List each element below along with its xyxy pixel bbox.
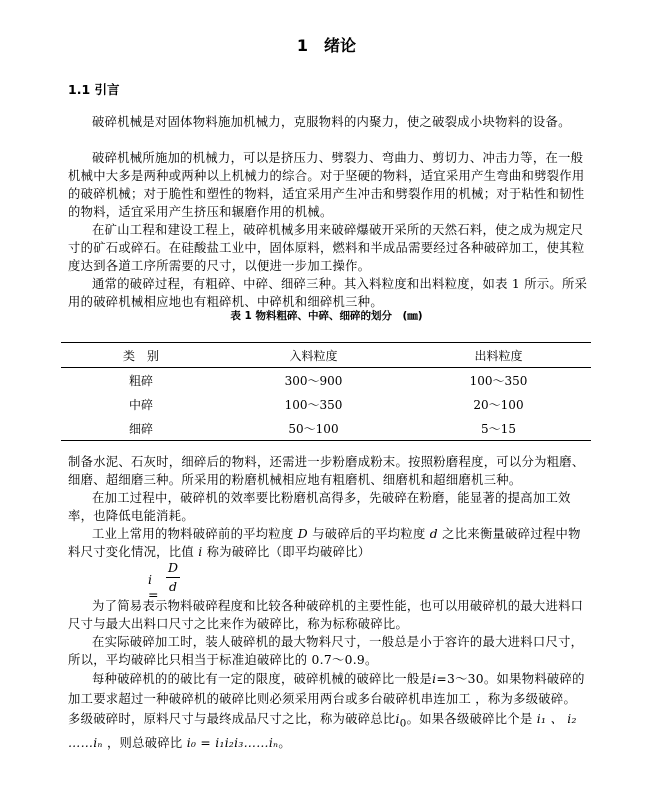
table-row [61, 416, 591, 441]
paragraph-multistage: 每种破碎机的的破比有一定的限度，破碎机械的破碎比一般是i=3～30。如果物料破碎的加工要求超过一种破碎机的破碎比则必须采用两台或多台破碎机串连加工 ，称为多级破碎。多级破碎时，原料尺寸与最终成品尺寸之比，称为破碎总比$i_0$。如果各级破碎比个是 i₁ 、 i₂ ……iₙ ，则总破碎比 i₀ = i₁i₂i₃……iₙ。 [68, 672, 585, 751]
paragraph-efficiency: 在加工过程中，破碎机的效率要比粉磨机高得多，先破碎在粉磨，能显著的提高加工效率，也降低电能消耗。 [68, 491, 571, 523]
table-header-input-size: 入料粒度 [289, 348, 338, 363]
table-cell-input-size: 50～100 [288, 421, 339, 436]
symbol-i0: i [395, 712, 400, 726]
table-cell-output-size: 5～15 [481, 421, 516, 436]
table-cell-input-size: 300～900 [284, 373, 343, 388]
ratio-list: i₁ 、 i₂ ……iₙ [68, 712, 577, 751]
grain-size-table [61, 342, 591, 441]
table-caption: 表 1 物料粗碎、中碎、细碎的划分 (㎜) [230, 310, 423, 322]
paragraph-mechanical-force: 破碎机械所施加的机械力，可以是挤压力、劈裂力、弯曲力、剪切力、冲击力等，在一般机械中大多是两种或两种以上机械力的综合。对于坚硬的物料，适宜采用产生弯曲和劈裂作用的破碎机械；对于脆性和塑性的物料，适宜采用产生冲击和劈裂作用的机械；对于粘性和韧性的物料，适宜采用产生挤压和辗磨作用的机械。 [68, 151, 585, 219]
paragraph-crushing-stages: 通常的破碎过程，有粗碎、中碎、细碎三种。其入料粒度和出料粒度，如表 1 所示。所采用的破碎机械相应地也有粗碎机、中碎机和细碎机三种。 [68, 277, 588, 309]
formula-denominator: d [168, 579, 177, 594]
chapter-title: 1 绪论 [296, 36, 357, 55]
table-cell-output-size: 20～100 [473, 397, 524, 412]
table-cell-category: 粗碎 [128, 373, 153, 388]
paragraph-grinding: 制备水泥、石灰时，细碎后的物料，还需进一步粉磨成粉末。按照粉磨程度，可以分为粗磨、细磨、超细磨三种。所采用的粉磨机械相应地有粗磨机、细磨机和超细磨机三种。 [68, 455, 585, 487]
paragraph-actual-ratio: 在实际破碎加工时，装人破碎机的最大物料尺寸，一般总是小于容许的最大进料口尺寸，所以，平均破碎比只相当于标准迫破碎比的 0.7～0.9。 [68, 635, 584, 667]
table-cell-category: 中碎 [128, 397, 153, 412]
paragraph-crushing-ratio: 工业上常用的物料破碎前的平均粒度 D 与破碎后的平均粒度 d 之比来衡量破碎过程中物料尺寸变化情况，比值 i 称为破碎比（即平均破碎比） [68, 527, 581, 559]
formula-lhs: i = [148, 572, 159, 602]
symbol-d: d [429, 527, 438, 541]
paragraph-applications: 在矿山工程和建设工程上，破碎机械多用来破碎爆破开采所的天然石料，使之成为规定尺寸的矿石或碎石。在硅酸盐工业中，固体原料，燃料和半成品需要经过各种破碎加工，使其粒度达到各道工序所需要的尺寸，以便进一步加工操作。 [68, 223, 585, 273]
formula-numerator: D [167, 560, 179, 575]
table-header-output-size: 出料粒度 [474, 348, 523, 363]
table-row [61, 392, 591, 416]
symbol-i: i [198, 545, 203, 559]
table-cell-input-size: 100～350 [284, 397, 343, 412]
fraction-bar [166, 577, 180, 578]
table-cell-output-size: 100～350 [469, 373, 528, 388]
total-ratio-product: i₀ = i₁i₂i₃……iₙ [186, 736, 279, 751]
symbol-D: D [297, 527, 308, 541]
section-title: 1.1 引言 [68, 82, 120, 97]
table-cell-category: 细碎 [128, 421, 153, 436]
paragraph-nominal-ratio: 为了简易表示物料破碎程度和比较各种破碎机的主要性能，也可以用破碎机的最大进料口尺寸与最大出料口尺寸之比来作为破碎比，称为标称破碎比。 [68, 599, 584, 631]
paragraph-intro: 破碎机械是对固体物料施加机械力，克服物料的内聚力，使之破裂成小块物料的设备。 [92, 115, 571, 129]
table-header-category: 类 别 [122, 348, 159, 363]
formula-fraction [166, 560, 180, 594]
symbol-i: i [432, 672, 437, 686]
table-row [61, 368, 591, 393]
table-header-row [61, 343, 591, 368]
